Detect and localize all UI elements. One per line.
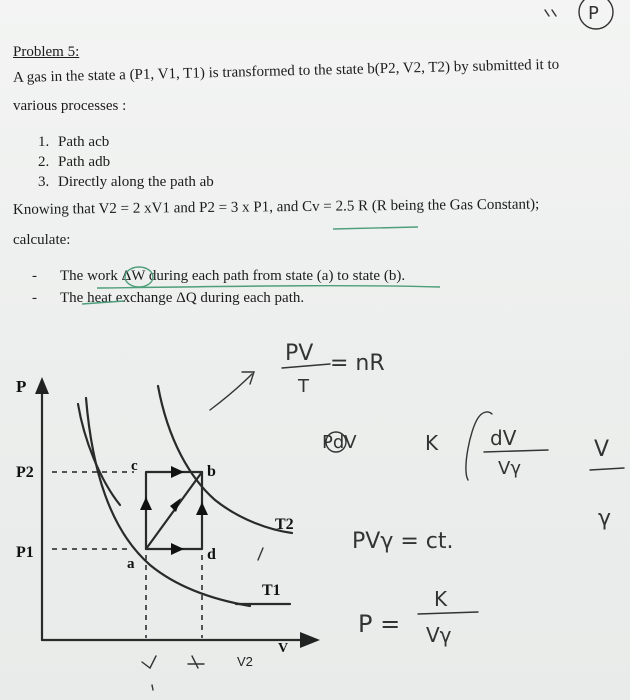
tick-mark	[152, 685, 153, 690]
delta-circle	[125, 267, 153, 287]
given-line-1: Knowing that V2 = 2 xV1 and P2 = 3 x P1, and Cv = 2.5 R (R being the Gas Constant);	[12, 196, 540, 218]
work-underline	[97, 286, 440, 288]
task-text: The heat exchange ΔQ during each path.	[60, 290, 305, 306]
corner-p: P	[588, 3, 599, 24]
note-k2: K	[434, 587, 448, 611]
axis-v-label: V	[278, 641, 289, 656]
path-ab-diagonal	[146, 472, 202, 549]
note-k: K	[425, 431, 439, 455]
arrow-cb-icon	[171, 466, 184, 478]
note-fraction-bar-2	[484, 450, 548, 452]
isotherm-t2	[158, 386, 292, 533]
integral-icon	[466, 412, 492, 480]
p2-label: P2	[16, 464, 34, 481]
axis-p-label: P	[16, 377, 27, 396]
problem-title: Problem 5:	[13, 44, 80, 60]
note-nr: = nR	[330, 351, 385, 376]
task-text: The work ΔW during each path from state (a) to state (b).	[60, 268, 406, 284]
note-gamma: γ	[598, 506, 612, 531]
list-number: 3.	[38, 174, 50, 190]
list-text: Path adb	[58, 154, 111, 170]
note-t: T	[298, 376, 309, 397]
arrow-ad-icon	[171, 543, 184, 555]
task-dash: -	[32, 268, 37, 284]
isotherm-extra	[78, 404, 120, 505]
arrow-ac-icon	[140, 497, 152, 510]
p1-label: P1	[16, 544, 34, 561]
intro-line-1: A gas in the state a (P1, V1, T1) is transformed to the state b(P2, V2, T2) by submitted it to	[12, 56, 560, 86]
note-arrow-icon	[210, 372, 254, 410]
heat-underline	[82, 301, 124, 304]
isotherm-t1	[86, 398, 250, 606]
task-dash: -	[32, 290, 37, 306]
note-fraction-bar-4	[418, 612, 478, 614]
point-a-label: a	[127, 556, 135, 572]
cv-underline	[333, 227, 418, 229]
note-vg2: Vγ	[426, 623, 452, 647]
pv-diagram	[16, 377, 320, 690]
handwritten-notes	[210, 0, 624, 647]
given-line-2: calculate:	[13, 232, 71, 248]
corner-marks	[545, 10, 556, 16]
list-text: Directly along the path ab	[58, 174, 214, 190]
note-v: V	[594, 437, 610, 462]
stray-mark	[258, 548, 263, 560]
note-fraction-bar-3	[590, 468, 624, 470]
list-text: Path acb	[58, 134, 110, 150]
point-c-label: c	[131, 458, 138, 474]
note-pvg: PVγ = ct.	[352, 529, 454, 554]
list-number: 2.	[38, 154, 50, 170]
arrow-db-icon	[196, 502, 208, 515]
point-b-label: b	[207, 463, 216, 480]
note-pdv: PdV	[322, 432, 357, 453]
v-axis-arrow-icon	[300, 632, 320, 648]
list-number: 1.	[38, 134, 50, 150]
point-d-label: d	[207, 546, 216, 563]
v1-handwritten-marks	[142, 656, 204, 668]
t1-label: T1	[262, 582, 281, 599]
intro-line-2: various processes :	[13, 98, 127, 114]
note-pv: PV	[285, 341, 314, 366]
t2-label: T2	[275, 516, 294, 533]
v2-label: V2	[237, 654, 253, 669]
note-dv: dV	[490, 426, 517, 450]
note-vg: Vγ	[498, 458, 521, 479]
note-p-eq: P =	[358, 610, 401, 638]
p-axis-arrow-icon	[35, 377, 49, 394]
